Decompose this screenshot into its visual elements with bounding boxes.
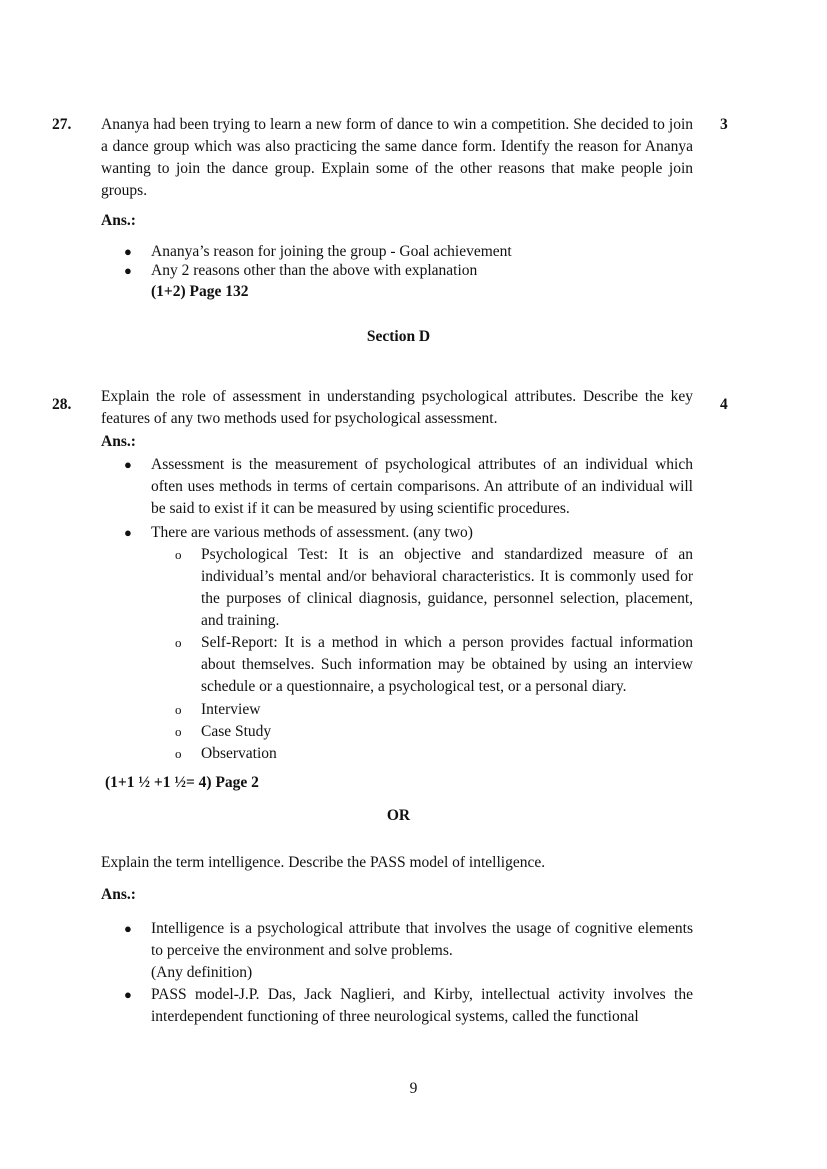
question-28-alternative-text: Explain the term intelligence. Describe the PASS model of intelligence. bbox=[101, 854, 546, 871]
assessment-method-text: Case Study bbox=[201, 723, 272, 740]
bullet-text: Ananya’s reason for joining the group - Goal achievement bbox=[151, 243, 512, 260]
or-divider: OR bbox=[386, 807, 411, 824]
question-28-answer-label: Ans.: bbox=[101, 433, 136, 450]
bullet-icon: ● bbox=[124, 244, 132, 259]
definition-note: (Any definition) bbox=[151, 964, 253, 981]
question-27-answer-label: Ans.: bbox=[101, 212, 136, 229]
question-28-marks: 4 bbox=[720, 396, 728, 413]
hollow-bullet-icon: o bbox=[175, 746, 182, 761]
question-27-marking-scheme: (1+2) Page 132 bbox=[151, 283, 249, 300]
question-27-text: Ananya had been trying to learn a new form of dance to win a competition. She decided to join a dance group which was also practicing the same dance form. Identify the reason for Ananya wanting to join the dance group. Explain some of the other reasons that make people join groups. bbox=[101, 116, 693, 199]
hollow-bullet-icon: o bbox=[175, 702, 182, 717]
bullet-icon: ● bbox=[124, 525, 132, 540]
bullet-icon: ● bbox=[124, 263, 132, 278]
question-27-number: 27. bbox=[52, 116, 72, 133]
bullet-icon: ● bbox=[124, 921, 132, 936]
section-title: Section D bbox=[366, 328, 431, 345]
hollow-bullet-icon: o bbox=[175, 724, 182, 739]
question-28-text: Explain the role of assessment in understanding psychological attributes. Describe the key features of any two methods used for psychological assessment. bbox=[101, 388, 693, 427]
bullet-text: Intelligence is a psychological attribute that involves the usage of cognitive elements to perceive the environment and solve problems. bbox=[151, 920, 693, 959]
hollow-bullet-icon: o bbox=[175, 547, 182, 562]
assessment-method-text: Interview bbox=[201, 701, 261, 718]
assessment-method-text: Psychological Test: It is an objective and standardized measure of an individual’s mental and/or behavioral characteristics. It is commonly used for the purposes of clinical diagnosis, guidance, personnel selection, placement, and training. bbox=[201, 546, 693, 629]
assessment-method-text: Observation bbox=[201, 745, 277, 762]
hollow-bullet-icon: o bbox=[175, 635, 182, 650]
bullet-text: Any 2 reasons other than the above with explanation bbox=[151, 262, 478, 279]
question-28-alternative-answer-label: Ans.: bbox=[101, 886, 136, 903]
bullet-text: There are various methods of assessment. (any two) bbox=[151, 524, 473, 541]
page-number: 9 bbox=[409, 1080, 418, 1097]
question-27-marks: 3 bbox=[720, 116, 728, 133]
question-28-number: 28. bbox=[52, 396, 72, 413]
bullet-text: PASS model-J.P. Das, Jack Naglieri, and Kirby, intellectual activity involves the interdependent functioning of three neurological systems, called the functional bbox=[151, 986, 693, 1025]
bullet-icon: ● bbox=[124, 457, 132, 472]
question-28-marking-scheme: (1+1 ½ +1 ½= 4) Page 2 bbox=[105, 774, 259, 791]
assessment-method-text: Self-Report: It is a method in which a person provides factual information about themselves. Such information may be obtained by using an interview schedule or a questionnaire, a psychological test, or a personal diary. bbox=[201, 634, 693, 695]
bullet-text: Assessment is the measurement of psychological attributes of an individual which often uses methods in terms of certain comparisons. An attribute of an individual will be said to exist if it can be measured by using scientific procedures. bbox=[151, 456, 693, 517]
bullet-icon: ● bbox=[124, 987, 132, 1002]
